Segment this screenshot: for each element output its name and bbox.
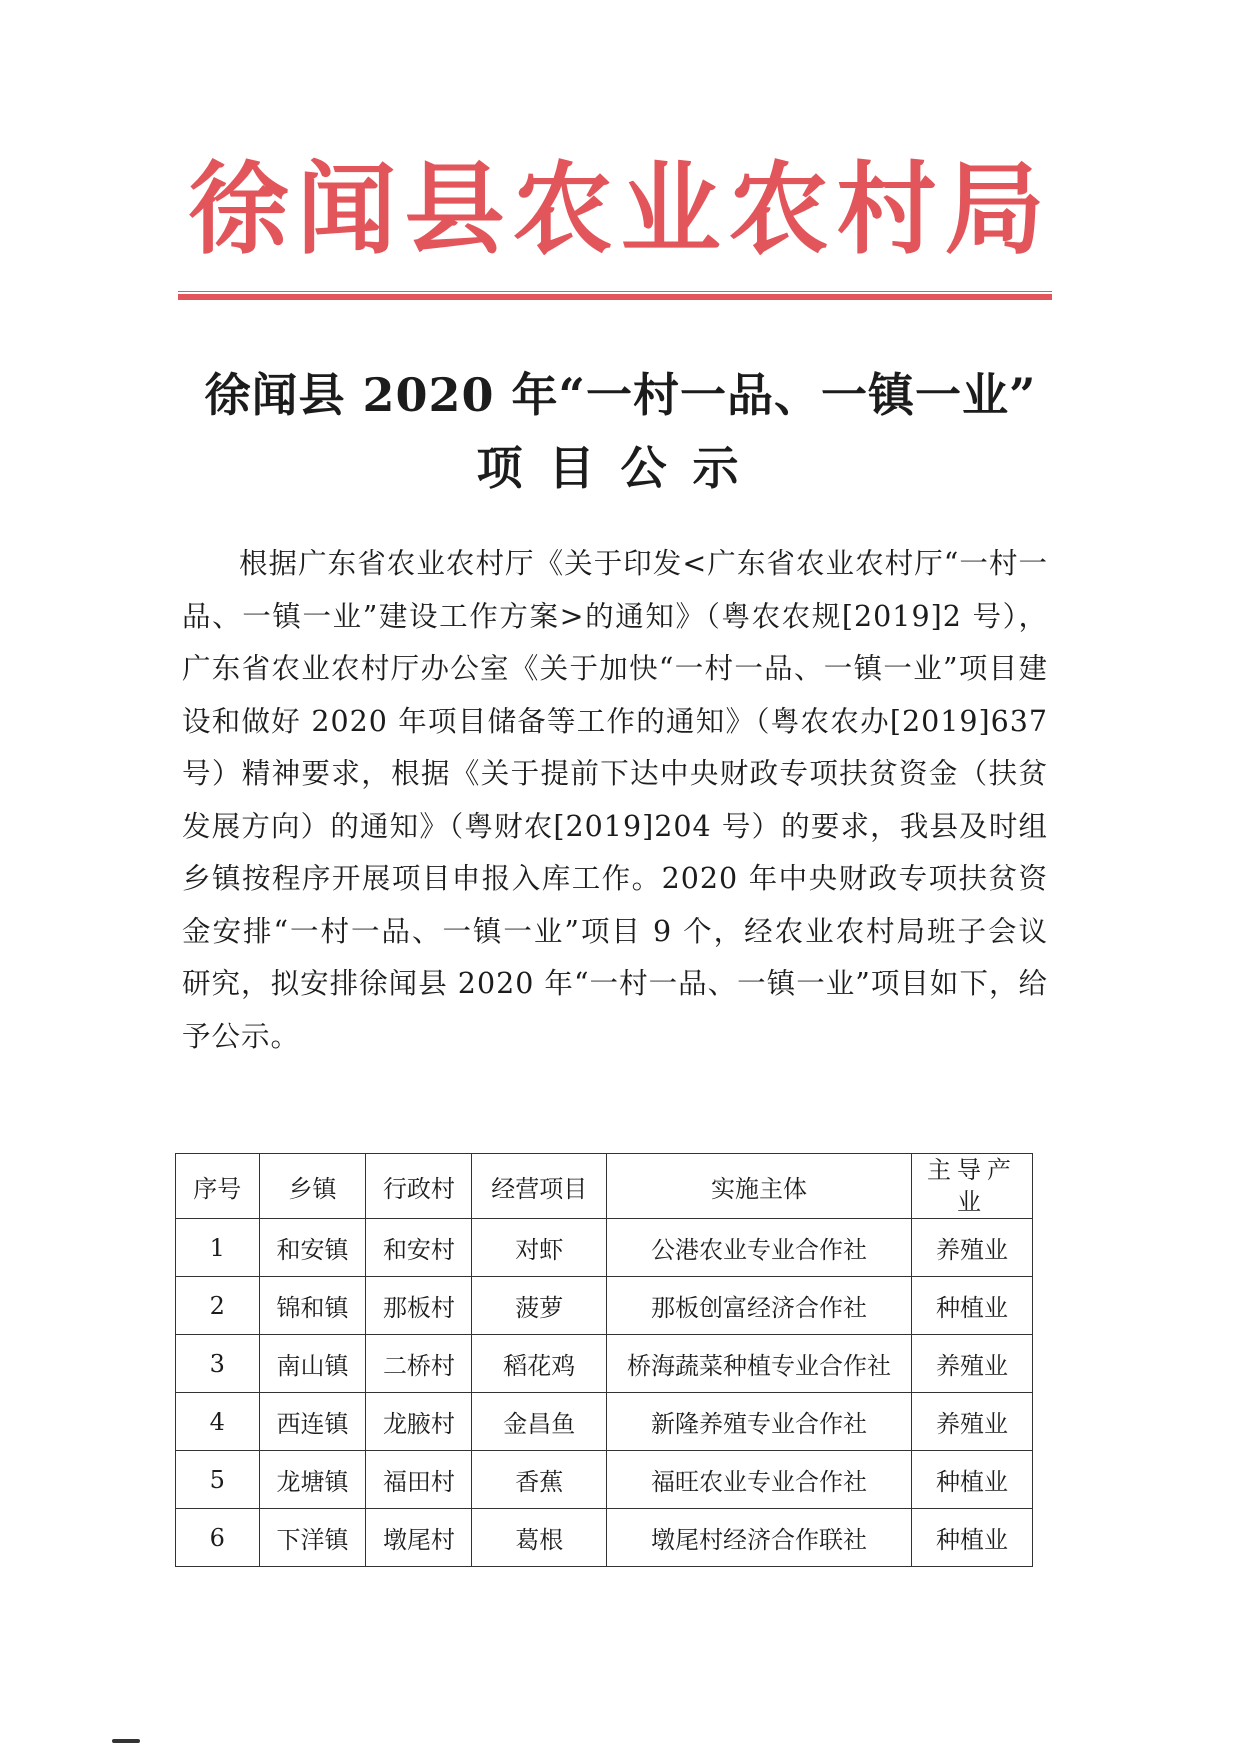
table-header-row — [176, 1154, 1033, 1219]
cell-item: 葛根 — [472, 1509, 607, 1567]
cell-no: 3 — [176, 1335, 260, 1393]
header-industry: 主导产业 — [912, 1154, 1033, 1219]
table-row — [176, 1451, 1033, 1509]
header-item: 经营项目 — [472, 1154, 607, 1219]
cell-town: 和安镇 — [259, 1219, 366, 1277]
cell-entity: 桥海蔬菜种植专业合作社 — [607, 1335, 912, 1393]
cell-village: 和安村 — [366, 1219, 472, 1277]
cell-item: 菠萝 — [472, 1277, 607, 1335]
cell-no: 6 — [176, 1509, 260, 1567]
cell-entity: 福旺农业专业合作社 — [607, 1451, 912, 1509]
cell-industry: 种植业 — [912, 1451, 1033, 1509]
table-row — [176, 1335, 1033, 1393]
cell-village: 那板村 — [366, 1277, 472, 1335]
cell-entity: 那板创富经济合作社 — [607, 1277, 912, 1335]
cell-item: 稻花鸡 — [472, 1335, 607, 1393]
cell-village: 二桥村 — [366, 1335, 472, 1393]
cell-town: 龙塘镇 — [259, 1451, 366, 1509]
cell-industry: 养殖业 — [912, 1393, 1033, 1451]
cell-village: 墩尾村 — [366, 1509, 472, 1567]
cell-town: 下洋镇 — [259, 1509, 366, 1567]
cell-town: 西连镇 — [259, 1393, 366, 1451]
notice-body-paragraph: 根据广东省农业农村厅《关于印发<广东省农业农村厅“一村一品、一镇一业”建设工作方案>的通知》（粤农农规[2019]2 号），广东省农业农村厅办公室《关于加快“一村一品、一镇一业”项目建设和做好 2020 年项目储备等工作的通知》（粤农农办[2019]637 号）精神要求，根据《关于提前下达中央财政专项扶贫资金（扶贫发展方向）的通知》（粤财农[2019]204 号）的要求，我县及时组乡镇按程序开展项目申报入库工作。2020 年中央财政专项扶贫资金安排“一村一品、一镇一业”项目 9 个，经农业农村局班子会议研究，拟安排徐闻县 2020 年“一村一品、一镇一业”项目如下，给予公示。 — [182, 547, 1048, 1053]
scan-artifact-mark — [112, 1739, 140, 1743]
cell-item: 金昌鱼 — [472, 1393, 607, 1451]
cell-industry: 养殖业 — [912, 1219, 1033, 1277]
cell-town: 锦和镇 — [259, 1277, 366, 1335]
cell-entity: 公港农业专业合作社 — [607, 1219, 912, 1277]
notice-title-line2: 项目公示 — [476, 441, 765, 495]
cell-no: 1 — [176, 1219, 260, 1277]
cell-entity: 墩尾村经济合作联社 — [607, 1509, 912, 1567]
cell-no: 5 — [176, 1451, 260, 1509]
letterhead-rule — [178, 294, 1052, 300]
letterhead-org-name: 徐闻县农业农村局 — [188, 151, 1053, 268]
cell-item: 对虾 — [472, 1219, 607, 1277]
cell-village: 福田村 — [366, 1451, 472, 1509]
table-row — [176, 1219, 1033, 1277]
table-row — [176, 1277, 1033, 1335]
header-town: 乡镇 — [259, 1154, 366, 1219]
cell-entity: 新隆养殖专业合作社 — [607, 1393, 912, 1451]
table-row — [176, 1393, 1033, 1451]
header-entity: 实施主体 — [607, 1154, 912, 1219]
cell-town: 南山镇 — [259, 1335, 366, 1393]
cell-no: 2 — [176, 1277, 260, 1335]
notice-title-line1: 徐闻县 2020 年“一村一品、一镇一业” — [204, 368, 1037, 422]
cell-village: 龙腋村 — [366, 1393, 472, 1451]
cell-industry: 种植业 — [912, 1509, 1033, 1567]
cell-no: 4 — [176, 1393, 260, 1451]
header-village: 行政村 — [366, 1154, 472, 1219]
cell-item: 香蕉 — [472, 1451, 607, 1509]
cell-industry: 种植业 — [912, 1277, 1033, 1335]
letterhead-rule-thin — [178, 291, 1052, 292]
project-table — [175, 1153, 1033, 1567]
table-row — [176, 1509, 1033, 1567]
cell-industry: 养殖业 — [912, 1335, 1033, 1393]
header-no: 序号 — [176, 1154, 260, 1219]
